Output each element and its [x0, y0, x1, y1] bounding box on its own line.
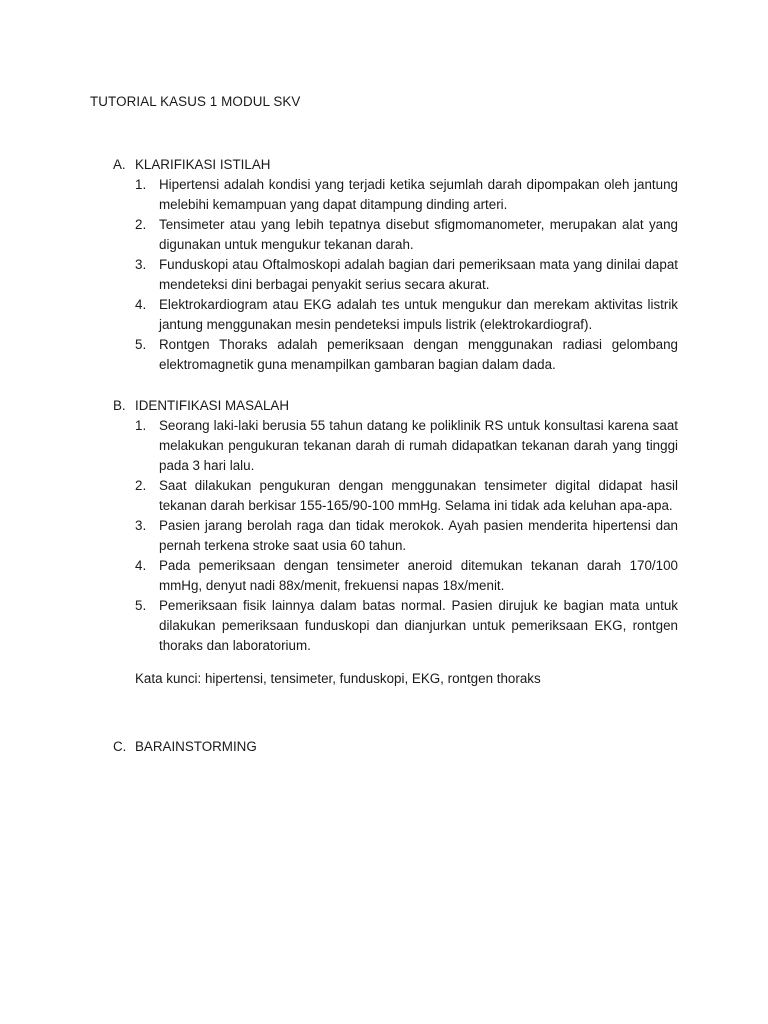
section-title: IDENTIFIKASI MASALAH [135, 398, 290, 413]
item-text: Funduskopi atau Oftalmoskopi adalah bagian dari pemeriksaan mata yang dinilai dapat mendeteksi dini berbagai penyakit serius secara akurat. [159, 257, 678, 292]
item-number: 5. [135, 337, 147, 352]
section-letter: A. [113, 157, 126, 172]
item-number: 3. [135, 518, 147, 533]
item-list [113, 416, 678, 656]
item-text: Saat dilakukan pengukuran dengan menggunakan tensimeter digital didapat hasil tekanan darah berkisar 155-165/90-100 mmHg. Selama ini tidak ada keluhan apa-apa. [159, 478, 678, 513]
item-number: 4. [135, 558, 147, 573]
list-item [135, 215, 678, 255]
section-identifikasi-masalah [113, 396, 678, 689]
section-heading [113, 396, 678, 416]
item-number: 2. [135, 217, 147, 232]
section-heading [113, 737, 678, 757]
keywords-line: Kata kunci: hipertensi, tensimeter, funduskopi, EKG, rontgen thoraks [135, 671, 541, 686]
section-title: BARAINSTORMING [135, 739, 257, 754]
item-text: Pasien jarang berolah raga dan tidak merokok. Ayah pasien menderita hipertensi dan pernah terkena stroke saat usia 60 tahun. [159, 518, 678, 553]
section-heading [113, 155, 678, 175]
section-letter: B. [113, 398, 126, 413]
item-number: 1. [135, 418, 147, 433]
item-number: 4. [135, 297, 147, 312]
list-item [135, 416, 678, 476]
item-text: Tensimeter atau yang lebih tepatnya disebut sfigmomanometer, merupakan alat yang digunakan untuk mengukur tekanan darah. [159, 217, 678, 252]
list-item [135, 516, 678, 556]
document-title: TUTORIAL KASUS 1 MODUL SKV [90, 94, 301, 109]
list-item [135, 556, 678, 596]
item-text: Pemeriksaan fisik lainnya dalam batas normal. Pasien dirujuk ke bagian mata untuk dilakukan pemeriksaan funduskopi dan dianjurkan untuk pemeriksaan EKG, rontgen thoraks dan laboratorium. [159, 598, 678, 653]
list-item [135, 175, 678, 215]
item-list [113, 175, 678, 375]
item-text: Rontgen Thoraks adalah pemeriksaan dengan menggunakan radiasi gelombang elektromagnetik guna menampilkan gambaran bagian dalam dada. [159, 337, 678, 372]
item-text: Pada pemeriksaan dengan tensimeter aneroid ditemukan tekanan darah 170/100 mmHg, denyut nadi 88x/menit, frekuensi napas 18x/menit. [159, 558, 678, 593]
section-brainstorming [113, 737, 678, 757]
item-text: Hipertensi adalah kondisi yang terjadi ketika sejumlah darah dipompakan oleh jantung melebihi kemampuan yang dapat ditampung dinding arteri. [159, 177, 678, 212]
item-number: 3. [135, 257, 147, 272]
section-title: KLARIFIKASI ISTILAH [135, 157, 271, 172]
list-item [135, 295, 678, 335]
item-text: Seorang laki-laki berusia 55 tahun datang ke poliklinik RS untuk konsultasi karena saat melakukan pengukuran tekanan darah di rumah didapatkan tekanan darah yang tinggi pada 3 hari lalu. [159, 418, 678, 473]
list-item [135, 596, 678, 656]
section-letter: C. [113, 739, 127, 754]
list-item [135, 335, 678, 375]
item-number: 1. [135, 177, 147, 192]
item-number: 5. [135, 598, 147, 613]
item-text: Elektrokardiogram atau EKG adalah tes untuk mengukur dan merekam aktivitas listrik jantung menggunakan mesin pendeteksi impuls listrik (elektrokardiograf). [159, 297, 678, 332]
list-item [135, 476, 678, 516]
section-klarifikasi-istilah [113, 155, 678, 375]
list-item [135, 255, 678, 295]
item-number: 2. [135, 478, 147, 493]
